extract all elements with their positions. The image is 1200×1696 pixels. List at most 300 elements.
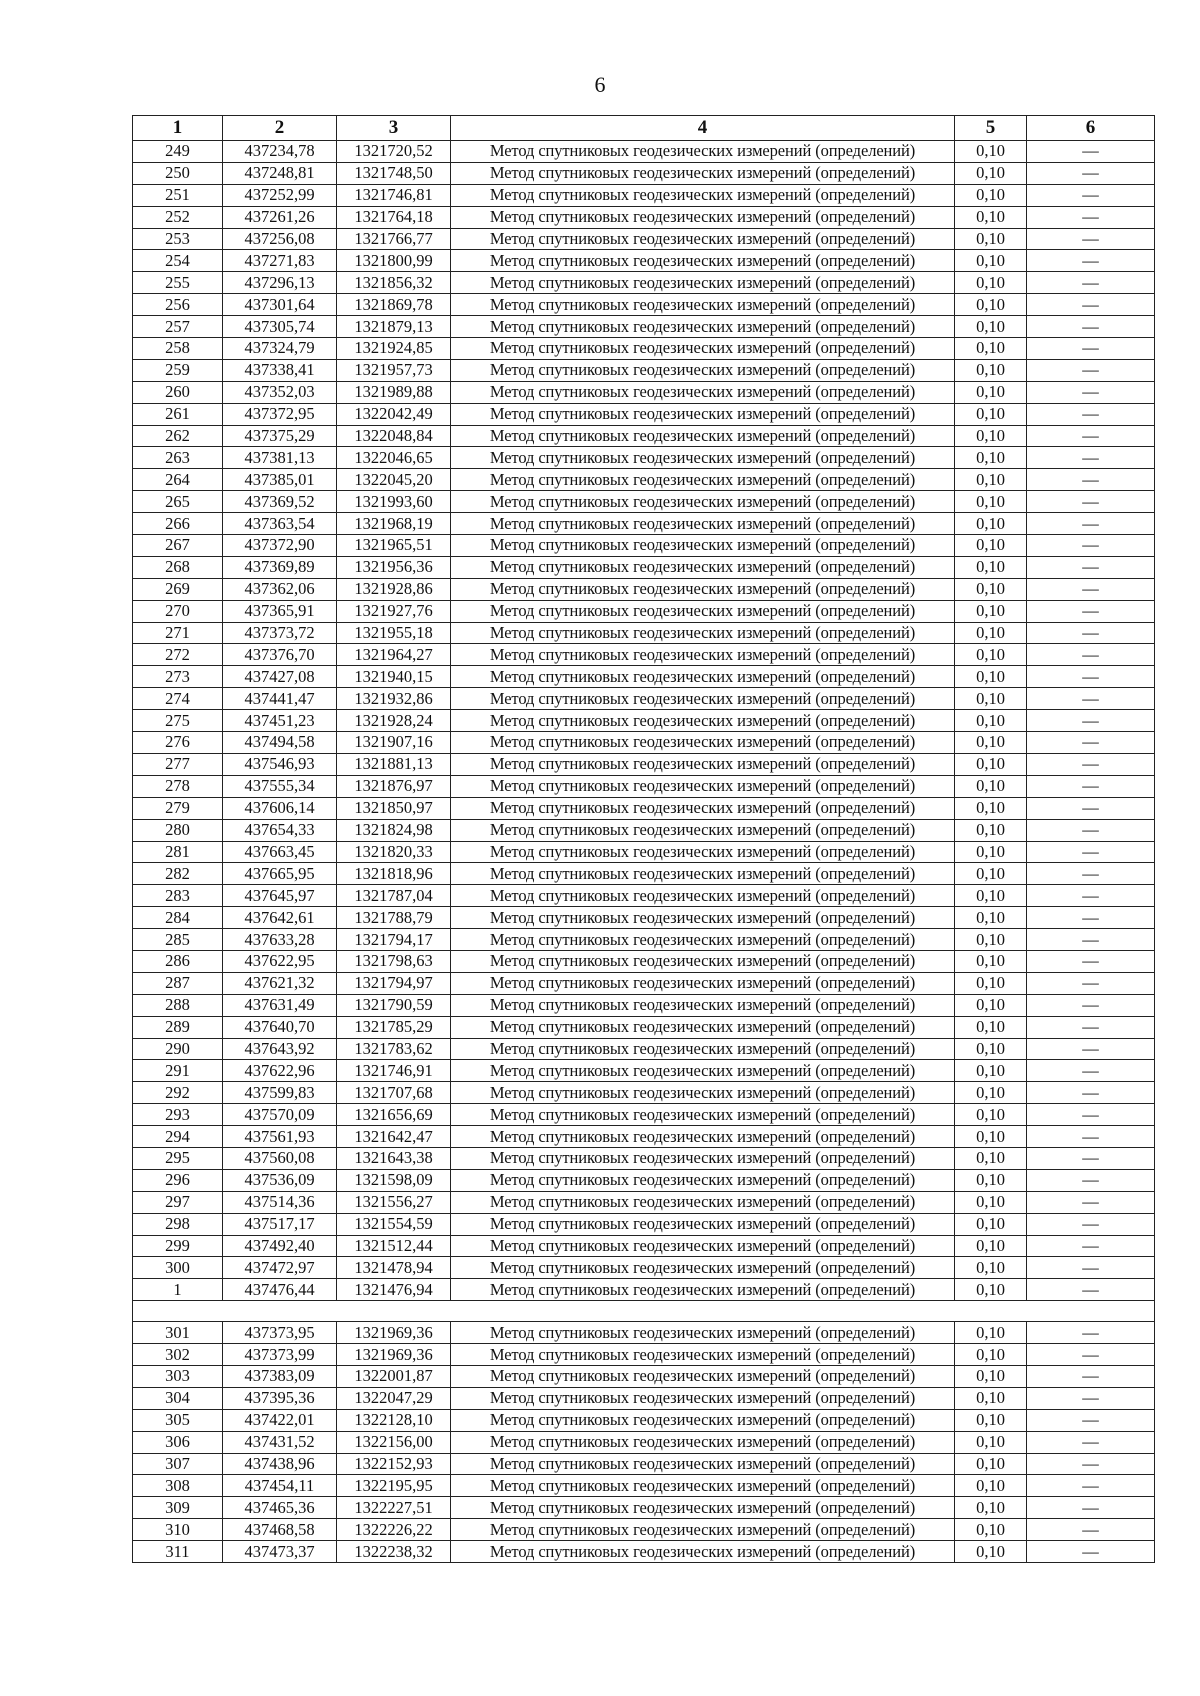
x-coordinate-cell: 437373,72 xyxy=(223,622,337,644)
x-coordinate-cell: 437454,11 xyxy=(223,1475,337,1497)
x-coordinate-cell: 437451,23 xyxy=(223,710,337,732)
table-row xyxy=(133,885,1155,907)
x-coordinate-cell: 437472,97 xyxy=(223,1257,337,1279)
note-cell: — xyxy=(1027,797,1155,819)
x-coordinate-cell: 437385,01 xyxy=(223,469,337,491)
y-coordinate-cell: 1321556,27 xyxy=(337,1191,451,1213)
column-header: 4 xyxy=(451,116,955,141)
method-cell: Метод спутниковых геодезических измерений (определений) xyxy=(451,1409,955,1431)
note-cell: — xyxy=(1027,819,1155,841)
point-number-cell: 302 xyxy=(133,1344,223,1366)
method-cell: Метод спутниковых геодезических измерений (определений) xyxy=(451,578,955,600)
x-coordinate-cell: 437395,36 xyxy=(223,1387,337,1409)
y-coordinate-cell: 1321924,85 xyxy=(337,338,451,360)
point-number-cell: 294 xyxy=(133,1126,223,1148)
method-cell: Метод спутниковых геодезических измерений (определений) xyxy=(451,206,955,228)
accuracy-cell: 0,10 xyxy=(955,688,1027,710)
point-number-cell: 309 xyxy=(133,1497,223,1519)
method-cell: Метод спутниковых геодезических измерений (определений) xyxy=(451,907,955,929)
y-coordinate-cell: 1321785,29 xyxy=(337,1016,451,1038)
method-cell: Метод спутниковых геодезических измерений (определений) xyxy=(451,1475,955,1497)
point-number-cell: 276 xyxy=(133,732,223,754)
table-row xyxy=(133,359,1155,381)
table-row xyxy=(133,1453,1155,1475)
y-coordinate-cell: 1321554,59 xyxy=(337,1213,451,1235)
y-coordinate-cell: 1322238,32 xyxy=(337,1541,451,1563)
table-row xyxy=(133,403,1155,425)
note-cell: — xyxy=(1027,359,1155,381)
accuracy-cell: 0,10 xyxy=(955,841,1027,863)
point-number-cell: 271 xyxy=(133,622,223,644)
accuracy-cell: 0,10 xyxy=(955,600,1027,622)
table-row xyxy=(133,1387,1155,1409)
accuracy-cell: 0,10 xyxy=(955,1387,1027,1409)
note-cell: — xyxy=(1027,425,1155,447)
y-coordinate-cell: 1321478,94 xyxy=(337,1257,451,1279)
x-coordinate-cell: 437514,36 xyxy=(223,1191,337,1213)
point-number-cell: 310 xyxy=(133,1519,223,1541)
note-cell: — xyxy=(1027,1497,1155,1519)
point-number-cell: 287 xyxy=(133,972,223,994)
y-coordinate-cell: 1321643,38 xyxy=(337,1147,451,1169)
method-cell: Метод спутниковых геодезических измерений (определений) xyxy=(451,1213,955,1235)
method-cell: Метод спутниковых геодезических измерений (определений) xyxy=(451,1082,955,1104)
y-coordinate-cell: 1321794,17 xyxy=(337,929,451,951)
point-number-cell: 252 xyxy=(133,206,223,228)
method-cell: Метод спутниковых геодезических измерений (определений) xyxy=(451,294,955,316)
x-coordinate-cell: 437234,78 xyxy=(223,141,337,163)
accuracy-cell: 0,10 xyxy=(955,184,1027,206)
table-row xyxy=(133,666,1155,688)
accuracy-cell: 0,10 xyxy=(955,294,1027,316)
note-cell: — xyxy=(1027,950,1155,972)
separator-cell xyxy=(133,1301,1155,1322)
method-cell: Метод спутниковых геодезических измерений (определений) xyxy=(451,359,955,381)
accuracy-cell: 0,10 xyxy=(955,950,1027,972)
method-cell: Метод спутниковых геодезических измерений (определений) xyxy=(451,425,955,447)
point-number-cell: 277 xyxy=(133,753,223,775)
table-row xyxy=(133,1126,1155,1148)
y-coordinate-cell: 1321800,99 xyxy=(337,250,451,272)
y-coordinate-cell: 1321928,86 xyxy=(337,578,451,600)
y-coordinate-cell: 1321969,36 xyxy=(337,1344,451,1366)
y-coordinate-cell: 1321993,60 xyxy=(337,491,451,513)
x-coordinate-cell: 437517,17 xyxy=(223,1213,337,1235)
method-cell: Метод спутниковых геодезических измерений (определений) xyxy=(451,1016,955,1038)
point-number-cell: 280 xyxy=(133,819,223,841)
point-number-cell: 297 xyxy=(133,1191,223,1213)
method-cell: Метод спутниковых геодезических измерений (определений) xyxy=(451,600,955,622)
method-cell: Метод спутниковых геодезических измерений (определений) xyxy=(451,228,955,250)
note-cell: — xyxy=(1027,1541,1155,1563)
table-row xyxy=(133,1191,1155,1213)
note-cell: — xyxy=(1027,578,1155,600)
table-row xyxy=(133,600,1155,622)
x-coordinate-cell: 437369,52 xyxy=(223,491,337,513)
method-cell: Метод спутниковых геодезических измерений (определений) xyxy=(451,622,955,644)
note-cell: — xyxy=(1027,162,1155,184)
accuracy-cell: 0,10 xyxy=(955,1475,1027,1497)
y-coordinate-cell: 1321955,18 xyxy=(337,622,451,644)
accuracy-cell: 0,10 xyxy=(955,732,1027,754)
x-coordinate-cell: 437640,70 xyxy=(223,1016,337,1038)
x-coordinate-cell: 437633,28 xyxy=(223,929,337,951)
y-coordinate-cell: 1321790,59 xyxy=(337,994,451,1016)
point-number-cell: 259 xyxy=(133,359,223,381)
x-coordinate-cell: 437373,99 xyxy=(223,1344,337,1366)
y-coordinate-cell: 1321787,04 xyxy=(337,885,451,907)
note-cell: — xyxy=(1027,250,1155,272)
y-coordinate-cell: 1321794,97 xyxy=(337,972,451,994)
y-coordinate-cell: 1321969,36 xyxy=(337,1322,451,1344)
y-coordinate-cell: 1321598,09 xyxy=(337,1169,451,1191)
note-cell: — xyxy=(1027,885,1155,907)
table-row xyxy=(133,950,1155,972)
point-number-cell: 263 xyxy=(133,447,223,469)
note-cell: — xyxy=(1027,666,1155,688)
method-cell: Метод спутниковых геодезических измерений (определений) xyxy=(451,1169,955,1191)
point-number-cell: 258 xyxy=(133,338,223,360)
x-coordinate-cell: 437622,96 xyxy=(223,1060,337,1082)
accuracy-cell: 0,10 xyxy=(955,491,1027,513)
method-cell: Метод спутниковых геодезических измерений (определений) xyxy=(451,950,955,972)
method-cell: Метод спутниковых геодезических измерений (определений) xyxy=(451,841,955,863)
x-coordinate-cell: 437621,32 xyxy=(223,972,337,994)
table-row xyxy=(133,1169,1155,1191)
point-number-cell: 289 xyxy=(133,1016,223,1038)
x-coordinate-cell: 437305,74 xyxy=(223,316,337,338)
table-row xyxy=(133,1431,1155,1453)
accuracy-cell: 0,10 xyxy=(955,1235,1027,1257)
method-cell: Метод спутниковых геодезических измерений (определений) xyxy=(451,184,955,206)
accuracy-cell: 0,10 xyxy=(955,753,1027,775)
x-coordinate-cell: 437324,79 xyxy=(223,338,337,360)
table-row xyxy=(133,710,1155,732)
table-row xyxy=(133,1060,1155,1082)
table-row xyxy=(133,338,1155,360)
note-cell: — xyxy=(1027,1169,1155,1191)
x-coordinate-cell: 437383,09 xyxy=(223,1365,337,1387)
y-coordinate-cell: 1321476,94 xyxy=(337,1279,451,1301)
point-number-cell: 306 xyxy=(133,1431,223,1453)
note-cell: — xyxy=(1027,1365,1155,1387)
accuracy-cell: 0,10 xyxy=(955,206,1027,228)
x-coordinate-cell: 437261,26 xyxy=(223,206,337,228)
method-cell: Метод спутниковых геодезических измерений (определений) xyxy=(451,272,955,294)
table-row xyxy=(133,1409,1155,1431)
table-row xyxy=(133,1541,1155,1563)
point-number-cell: 255 xyxy=(133,272,223,294)
note-cell: — xyxy=(1027,1060,1155,1082)
note-cell: — xyxy=(1027,710,1155,732)
note-cell: — xyxy=(1027,294,1155,316)
method-cell: Метод спутниковых геодезических измерений (определений) xyxy=(451,644,955,666)
accuracy-cell: 0,10 xyxy=(955,403,1027,425)
accuracy-cell: 0,10 xyxy=(955,1016,1027,1038)
note-cell: — xyxy=(1027,1322,1155,1344)
x-coordinate-cell: 437365,91 xyxy=(223,600,337,622)
table-row xyxy=(133,688,1155,710)
accuracy-cell: 0,10 xyxy=(955,1519,1027,1541)
table-row xyxy=(133,294,1155,316)
method-cell: Метод спутниковых геодезических измерений (определений) xyxy=(451,1322,955,1344)
method-cell: Метод спутниковых геодезических измерений (определений) xyxy=(451,775,955,797)
point-number-cell: 296 xyxy=(133,1169,223,1191)
note-cell: — xyxy=(1027,272,1155,294)
note-cell: — xyxy=(1027,1344,1155,1366)
point-number-cell: 291 xyxy=(133,1060,223,1082)
page-number: 6 xyxy=(594,72,606,97)
point-number-cell: 311 xyxy=(133,1541,223,1563)
note-cell: — xyxy=(1027,929,1155,951)
note-cell: — xyxy=(1027,644,1155,666)
x-coordinate-cell: 437427,08 xyxy=(223,666,337,688)
note-cell: — xyxy=(1027,775,1155,797)
note-cell: — xyxy=(1027,491,1155,513)
method-cell: Метод спутниковых геодезических измерений (определений) xyxy=(451,1431,955,1453)
table-row xyxy=(133,1475,1155,1497)
y-coordinate-cell: 1321512,44 xyxy=(337,1235,451,1257)
accuracy-cell: 0,10 xyxy=(955,1409,1027,1431)
accuracy-cell: 0,10 xyxy=(955,775,1027,797)
y-coordinate-cell: 1321928,24 xyxy=(337,710,451,732)
accuracy-cell: 0,10 xyxy=(955,710,1027,732)
header-row xyxy=(133,116,1155,141)
y-coordinate-cell: 1321856,32 xyxy=(337,272,451,294)
method-cell: Метод спутниковых геодезических измерений (определений) xyxy=(451,1387,955,1409)
accuracy-cell: 0,10 xyxy=(955,250,1027,272)
y-coordinate-cell: 1321956,36 xyxy=(337,556,451,578)
point-number-cell: 1 xyxy=(133,1279,223,1301)
y-coordinate-cell: 1321746,91 xyxy=(337,1060,451,1082)
column-header: 5 xyxy=(955,116,1027,141)
y-coordinate-cell: 1322227,51 xyxy=(337,1497,451,1519)
x-coordinate-cell: 437338,41 xyxy=(223,359,337,381)
table-row xyxy=(133,316,1155,338)
method-cell: Метод спутниковых геодезических измерений (определений) xyxy=(451,1497,955,1519)
note-cell: — xyxy=(1027,753,1155,775)
accuracy-cell: 0,10 xyxy=(955,359,1027,381)
point-number-cell: 261 xyxy=(133,403,223,425)
note-cell: — xyxy=(1027,1257,1155,1279)
point-number-cell: 251 xyxy=(133,184,223,206)
accuracy-cell: 0,10 xyxy=(955,666,1027,688)
y-coordinate-cell: 1321788,79 xyxy=(337,907,451,929)
table-row xyxy=(133,1038,1155,1060)
point-number-cell: 283 xyxy=(133,885,223,907)
x-coordinate-cell: 437468,58 xyxy=(223,1519,337,1541)
y-coordinate-cell: 1321968,19 xyxy=(337,513,451,535)
method-cell: Метод спутниковых геодезических измерений (определений) xyxy=(451,797,955,819)
method-cell: Метод спутниковых геодезических измерений (определений) xyxy=(451,666,955,688)
point-number-cell: 304 xyxy=(133,1387,223,1409)
accuracy-cell: 0,10 xyxy=(955,1279,1027,1301)
point-number-cell: 298 xyxy=(133,1213,223,1235)
y-coordinate-cell: 1321642,47 xyxy=(337,1126,451,1148)
table-row xyxy=(133,491,1155,513)
accuracy-cell: 0,10 xyxy=(955,1431,1027,1453)
point-number-cell: 254 xyxy=(133,250,223,272)
table-row xyxy=(133,622,1155,644)
x-coordinate-cell: 437560,08 xyxy=(223,1147,337,1169)
accuracy-cell: 0,10 xyxy=(955,513,1027,535)
note-cell: — xyxy=(1027,403,1155,425)
x-coordinate-cell: 437372,95 xyxy=(223,403,337,425)
table-row xyxy=(133,907,1155,929)
y-coordinate-cell: 1321940,15 xyxy=(337,666,451,688)
y-coordinate-cell: 1322152,93 xyxy=(337,1453,451,1475)
method-cell: Метод спутниковых геодезических измерений (определений) xyxy=(451,469,955,491)
accuracy-cell: 0,10 xyxy=(955,141,1027,163)
note-cell: — xyxy=(1027,863,1155,885)
point-number-cell: 265 xyxy=(133,491,223,513)
x-coordinate-cell: 437376,70 xyxy=(223,644,337,666)
x-coordinate-cell: 437606,14 xyxy=(223,797,337,819)
y-coordinate-cell: 1322048,84 xyxy=(337,425,451,447)
y-coordinate-cell: 1322156,00 xyxy=(337,1431,451,1453)
note-cell: — xyxy=(1027,841,1155,863)
method-cell: Метод спутниковых геодезических измерений (определений) xyxy=(451,753,955,775)
method-cell: Метод спутниковых геодезических измерений (определений) xyxy=(451,141,955,163)
y-coordinate-cell: 1321881,13 xyxy=(337,753,451,775)
point-number-cell: 308 xyxy=(133,1475,223,1497)
x-coordinate-cell: 437373,95 xyxy=(223,1322,337,1344)
y-coordinate-cell: 1321746,81 xyxy=(337,184,451,206)
x-coordinate-cell: 437631,49 xyxy=(223,994,337,1016)
method-cell: Метод спутниковых геодезических измерений (определений) xyxy=(451,491,955,513)
x-coordinate-cell: 437256,08 xyxy=(223,228,337,250)
point-number-cell: 305 xyxy=(133,1409,223,1431)
note-cell: — xyxy=(1027,1126,1155,1148)
point-number-cell: 281 xyxy=(133,841,223,863)
method-cell: Метод спутниковых геодезических измерений (определений) xyxy=(451,1104,955,1126)
x-coordinate-cell: 437369,89 xyxy=(223,556,337,578)
x-coordinate-cell: 437494,58 xyxy=(223,732,337,754)
note-cell: — xyxy=(1027,206,1155,228)
table-row xyxy=(133,644,1155,666)
x-coordinate-cell: 437492,40 xyxy=(223,1235,337,1257)
accuracy-cell: 0,10 xyxy=(955,1213,1027,1235)
y-coordinate-cell: 1321850,97 xyxy=(337,797,451,819)
method-cell: Метод спутниковых геодезических измерений (определений) xyxy=(451,819,955,841)
note-cell: — xyxy=(1027,1453,1155,1475)
accuracy-cell: 0,10 xyxy=(955,1497,1027,1519)
note-cell: — xyxy=(1027,1279,1155,1301)
note-cell: — xyxy=(1027,1147,1155,1169)
note-cell: — xyxy=(1027,1519,1155,1541)
method-cell: Метод спутниковых геодезических измерений (определений) xyxy=(451,929,955,951)
accuracy-cell: 0,10 xyxy=(955,1322,1027,1344)
accuracy-cell: 0,10 xyxy=(955,885,1027,907)
table-row xyxy=(133,250,1155,272)
method-cell: Метод спутниковых геодезических измерений (определений) xyxy=(451,403,955,425)
y-coordinate-cell: 1321656,69 xyxy=(337,1104,451,1126)
x-coordinate-cell: 437536,09 xyxy=(223,1169,337,1191)
table-row xyxy=(133,1322,1155,1344)
point-number-cell: 303 xyxy=(133,1365,223,1387)
point-number-cell: 274 xyxy=(133,688,223,710)
point-number-cell: 288 xyxy=(133,994,223,1016)
method-cell: Метод спутниковых геодезических измерений (определений) xyxy=(451,447,955,469)
column-header: 3 xyxy=(337,116,451,141)
accuracy-cell: 0,10 xyxy=(955,972,1027,994)
point-number-cell: 292 xyxy=(133,1082,223,1104)
accuracy-cell: 0,10 xyxy=(955,228,1027,250)
x-coordinate-cell: 437363,54 xyxy=(223,513,337,535)
y-coordinate-cell: 1322195,95 xyxy=(337,1475,451,1497)
table-row xyxy=(133,184,1155,206)
accuracy-cell: 0,10 xyxy=(955,644,1027,666)
x-coordinate-cell: 437441,47 xyxy=(223,688,337,710)
table-row xyxy=(133,513,1155,535)
x-coordinate-cell: 437301,64 xyxy=(223,294,337,316)
table-row xyxy=(133,1344,1155,1366)
table-row xyxy=(133,535,1155,557)
method-cell: Метод спутниковых геодезических измерений (определений) xyxy=(451,250,955,272)
accuracy-cell: 0,10 xyxy=(955,907,1027,929)
method-cell: Метод спутниковых геодезических измерений (определений) xyxy=(451,710,955,732)
table-row xyxy=(133,1016,1155,1038)
point-number-cell: 269 xyxy=(133,578,223,600)
x-coordinate-cell: 437654,33 xyxy=(223,819,337,841)
accuracy-cell: 0,10 xyxy=(955,556,1027,578)
note-cell: — xyxy=(1027,228,1155,250)
y-coordinate-cell: 1321965,51 xyxy=(337,535,451,557)
accuracy-cell: 0,10 xyxy=(955,1257,1027,1279)
table-row xyxy=(133,162,1155,184)
table-row xyxy=(133,1497,1155,1519)
column-header: 1 xyxy=(133,116,223,141)
y-coordinate-cell: 1321879,13 xyxy=(337,316,451,338)
y-coordinate-cell: 1322045,20 xyxy=(337,469,451,491)
table-row xyxy=(133,929,1155,951)
note-cell: — xyxy=(1027,622,1155,644)
note-cell: — xyxy=(1027,556,1155,578)
accuracy-cell: 0,10 xyxy=(955,338,1027,360)
note-cell: — xyxy=(1027,1082,1155,1104)
column-header: 6 xyxy=(1027,116,1155,141)
table-row xyxy=(133,141,1155,163)
note-cell: — xyxy=(1027,972,1155,994)
table-row xyxy=(133,1519,1155,1541)
y-coordinate-cell: 1322046,65 xyxy=(337,447,451,469)
table-row xyxy=(133,447,1155,469)
point-number-cell: 268 xyxy=(133,556,223,578)
accuracy-cell: 0,10 xyxy=(955,1038,1027,1060)
point-number-cell: 257 xyxy=(133,316,223,338)
y-coordinate-cell: 1321820,33 xyxy=(337,841,451,863)
x-coordinate-cell: 437248,81 xyxy=(223,162,337,184)
note-cell: — xyxy=(1027,688,1155,710)
y-coordinate-cell: 1321824,98 xyxy=(337,819,451,841)
point-number-cell: 272 xyxy=(133,644,223,666)
table-row xyxy=(133,578,1155,600)
table-row xyxy=(133,1082,1155,1104)
note-cell: — xyxy=(1027,732,1155,754)
table-row xyxy=(133,753,1155,775)
accuracy-cell: 0,10 xyxy=(955,381,1027,403)
table-row xyxy=(133,797,1155,819)
accuracy-cell: 0,10 xyxy=(955,1365,1027,1387)
accuracy-cell: 0,10 xyxy=(955,1344,1027,1366)
y-coordinate-cell: 1321766,77 xyxy=(337,228,451,250)
x-coordinate-cell: 437375,29 xyxy=(223,425,337,447)
y-coordinate-cell: 1321798,63 xyxy=(337,950,451,972)
note-cell: — xyxy=(1027,184,1155,206)
x-coordinate-cell: 437570,09 xyxy=(223,1104,337,1126)
method-cell: Метод спутниковых геодезических измерений (определений) xyxy=(451,1038,955,1060)
point-number-cell: 307 xyxy=(133,1453,223,1475)
